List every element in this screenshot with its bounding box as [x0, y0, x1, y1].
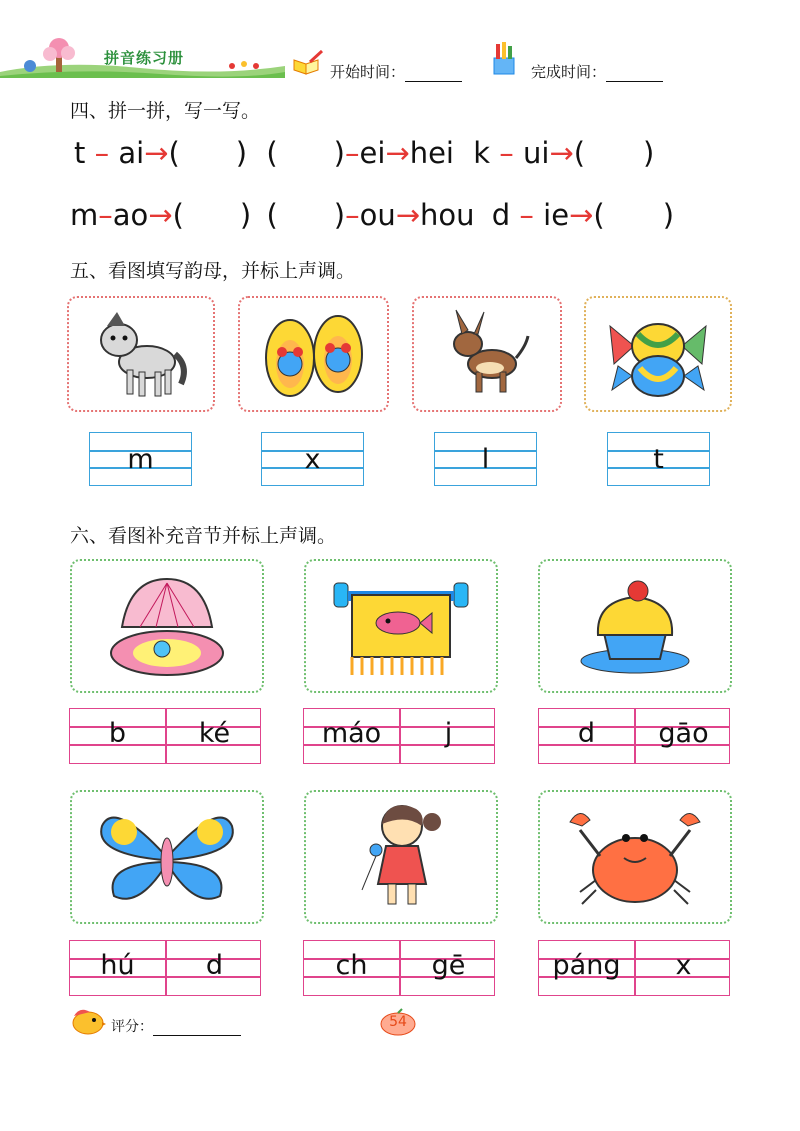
finish-time-label: 完成时间：: [531, 63, 607, 81]
donkey-icon: [434, 306, 540, 402]
exercise-row-1: t – ai→( ) ( )–ei→hei k – ui→( ): [74, 136, 655, 170]
section6-title: 六、看图补充音节并标上声调。: [70, 525, 337, 547]
crab-icon: [566, 800, 704, 914]
final-ai: ai: [118, 136, 145, 170]
candy-icon: [600, 306, 716, 402]
syllable-hou: hou: [420, 198, 475, 232]
workbook-title: 拼音练习册: [104, 49, 185, 67]
score-blank[interactable]: [153, 1035, 241, 1036]
answer-paren-close: ): [235, 136, 248, 170]
answer-paren-close: ): [643, 136, 655, 170]
score-label: 评分：: [111, 1019, 153, 1035]
syllable-right: ké: [198, 718, 231, 749]
four-line-grid-donkey[interactable]: [434, 432, 537, 486]
page-number-badge: [380, 1008, 416, 1036]
answer-paren-open: (: [168, 136, 180, 170]
answer-paren-open: (: [266, 198, 278, 232]
syllable-grid-crab[interactable]: [538, 940, 730, 996]
answer-paren-open: (: [172, 198, 184, 232]
picture-frame-singer: [304, 790, 498, 924]
syllable-hei: hei: [409, 136, 454, 170]
answer-paren-open: (: [573, 136, 586, 170]
syllable-left: b: [108, 718, 127, 749]
four-line-grid-horse[interactable]: [89, 432, 192, 486]
syllable-grid-towel[interactable]: [303, 708, 495, 764]
syllable-right: x: [675, 950, 692, 981]
section4-title: 四、拼一拼，写一写。: [70, 100, 261, 122]
picture-frame-butterfly: [70, 790, 264, 924]
picture-frame-shell: [70, 559, 264, 693]
initial-letter: m: [127, 444, 154, 475]
cake-icon: [576, 571, 694, 679]
final-ou: ou: [359, 198, 396, 232]
section5-title: 五、看图填写韵母，并标上声调。: [70, 260, 356, 282]
initial-k: k: [473, 136, 490, 170]
answer-paren-open: (: [593, 198, 605, 232]
four-line-grid-slippers[interactable]: [261, 432, 364, 486]
answer-paren-close: ): [662, 198, 675, 232]
initial-t: t: [74, 136, 86, 170]
answer-paren-close: ): [333, 136, 345, 170]
final-ui: ui: [522, 136, 550, 170]
answer-paren-close: ): [333, 198, 346, 232]
initial-letter: x: [304, 444, 321, 475]
syllable-left: hú: [100, 950, 135, 981]
butterfly-icon: [94, 804, 240, 910]
syllable-grid-butterfly[interactable]: [69, 940, 261, 996]
bird-mascot-icon: [70, 1006, 106, 1036]
picture-frame-donkey: [412, 296, 562, 412]
syllable-left: páng: [552, 950, 621, 981]
syllable-grid-singer[interactable]: [303, 940, 495, 996]
syllable-right: j: [444, 718, 453, 749]
picture-frame-horse: [67, 296, 215, 412]
final-ei: ei: [359, 136, 386, 170]
syllable-grid-cake[interactable]: [538, 708, 730, 764]
book-pencil-icon: [292, 50, 324, 76]
towel-icon: [328, 571, 474, 681]
picture-frame-candy: [584, 296, 732, 412]
picture-frame-crab: [538, 790, 732, 924]
syllable-grid-shell[interactable]: [69, 708, 261, 764]
picture-frame-slippers: [238, 296, 389, 412]
final-ie: ie: [543, 198, 570, 232]
exercise-row-2: m–ao→( ) ( )–ou→hou d – ie→( ): [70, 198, 675, 232]
syllable-left: d: [577, 718, 596, 749]
picture-frame-towel: [304, 559, 498, 693]
start-time-blank[interactable]: [405, 81, 462, 82]
syllable-right: gāo: [658, 718, 709, 749]
answer-paren-open: (: [266, 136, 278, 170]
horse-icon: [89, 306, 193, 402]
finish-time-blank[interactable]: [606, 81, 663, 82]
slippers-icon: [260, 306, 368, 402]
syllable-right: gē: [431, 950, 466, 981]
answer-paren-close: ): [239, 198, 252, 232]
initial-d: d: [491, 198, 511, 232]
initial-m: m: [70, 198, 99, 232]
page-number: 54: [389, 1014, 407, 1030]
syllable-left: ch: [335, 950, 368, 981]
initial-letter: l: [481, 444, 490, 475]
pencil-cup-icon: [486, 40, 524, 78]
final-ao: ao: [112, 198, 149, 232]
four-line-grid-candy[interactable]: [607, 432, 710, 486]
singer-girl-icon: [346, 800, 456, 914]
syllable-left: máo: [321, 718, 382, 749]
syllable-right: d: [205, 950, 224, 981]
shell-icon: [100, 573, 234, 679]
initial-letter: t: [653, 444, 664, 475]
picture-frame-cake: [538, 559, 732, 693]
start-time-label: 开始时间：: [330, 63, 406, 81]
